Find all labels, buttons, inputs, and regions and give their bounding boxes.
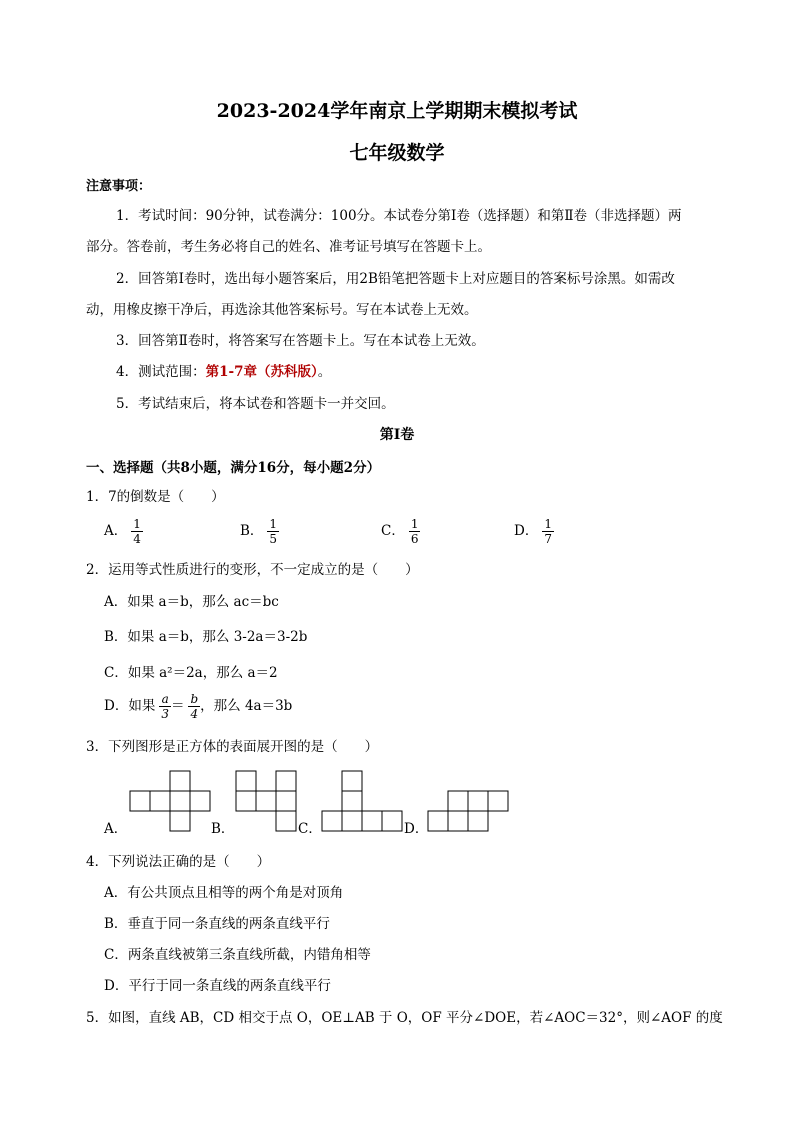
test-range: 第1-7章（苏科版） [205,364,318,380]
denominator: 3 [161,707,169,721]
net-square [488,791,508,811]
question-4-option-b: B．垂直于同一条直线的两条直线平行 [104,916,330,932]
notes-heading: 注意事项： [86,179,152,194]
net-square [130,791,150,811]
option-label: C． [381,523,405,539]
net-square [468,811,488,831]
question-2-stem: 2．运用等式性质进行的变形，不一定成立的是（ ） [86,562,419,578]
net-square [170,791,190,811]
net-square [276,771,296,791]
note-2-line-2: 动，用橡皮擦干净后，再选涂其他答案标号。写在本试卷上无效。 [86,302,478,318]
note-4-prefix: 4．测试范围： [116,364,206,380]
net-square [468,791,488,811]
net-square [428,811,448,831]
net-square [448,811,468,831]
option-text: D．如果 [104,698,156,714]
net-square [342,791,362,811]
section-heading: 一、选择题（共8小题，满分16分，每小题2分） [86,460,381,476]
option-label: D． [514,523,539,539]
net-square [276,791,296,811]
question-1-option-b [240,517,279,546]
cube-net-a-figure [128,770,214,832]
question-5-stem: 5．如图，直线 AB，CD 相交于点 O，OE⊥AB 于 O，OF 平分∠DOE，若∠AOC＝32°，则∠AOF 的度 [86,1010,723,1026]
question-3-option-c: C． [298,821,322,837]
cube-net-d-figure [426,790,512,832]
question-3-stem: 3．下列图形是正方体的表面展开图的是（ ） [86,739,379,755]
denominator: 4 [190,707,199,721]
net-square [382,811,402,831]
denominator: 6 [410,532,419,546]
net-square [170,811,190,831]
net-square [448,791,468,811]
section-title: 第Ⅰ卷 [379,427,415,443]
net-square [342,811,362,831]
denominator: 5 [269,532,278,546]
fraction [159,692,171,721]
cube-net-b-figure [234,770,300,832]
question-2-option-d [104,692,292,721]
numerator: 1 [133,517,141,531]
note-4 [116,361,331,383]
numerator: 1 [410,517,419,531]
net-square [276,811,296,831]
question-4-stem: 4．下列说法正确的是（ ） [86,854,271,870]
cube-net-c-figure [320,770,406,832]
question-3-option-d: D． [404,821,429,837]
numerator: b [190,692,199,706]
question-3-option-b: B． [211,821,235,837]
note-5: 5．考试结束后，将本试卷和答题卡一并交回。 [116,396,395,412]
option-text: ，那么 4a＝3b [200,698,293,714]
net-square [322,811,342,831]
note-1-line-1: 1．考试时间：90分钟，试卷满分：100分。本试卷分第Ⅰ卷（选择题）和第Ⅱ卷（非选择题）两 [116,208,682,224]
question-2-option-b: B．如果 a＝b，那么 3-2a＝3-2b [104,629,308,645]
option-label: B． [240,523,264,539]
net-square [256,791,276,811]
fraction [409,517,421,546]
numerator: 1 [544,517,552,531]
note-4-suffix: 。 [317,364,332,380]
question-1-option-d [514,517,554,546]
fraction [188,692,200,721]
note-2-line-1: 2．回答第Ⅰ卷时，选出每小题答案后，用2B铅笔把答题卡上对应题目的答案标号涂黑。如需改 [116,271,675,287]
net-square [236,791,256,811]
question-2-option-a: A．如果 a＝b，那么 ac＝bc [104,594,279,610]
fraction [131,517,143,546]
net-square [236,771,256,791]
exam-subtitle: 七年级数学 [349,142,445,164]
fraction [542,517,554,546]
net-square [342,771,362,791]
question-3-option-a: A． [104,821,128,837]
fraction [267,517,279,546]
question-1-option-c [381,517,420,546]
numerator: 1 [269,517,278,531]
note-1-line-2: 部分。答卷前，考生务必将自己的姓名、准考证号填写在答题卡上。 [86,239,491,255]
exam-title: 2023-2024学年南京上学期期末模拟考试 [216,100,578,122]
question-1-option-a [104,517,143,546]
net-square [190,791,210,811]
question-1-stem: 1．7的倒数是（ ） [86,489,225,505]
denominator: 7 [544,532,552,546]
denominator: 4 [133,532,141,546]
equals-sign: ＝ [170,698,185,714]
note-3: 3．回答第Ⅱ卷时，将答案写在答题卡上。写在本试卷上无效。 [116,333,485,349]
net-square [170,771,190,791]
question-4-option-a: A．有公共顶点且相等的两个角是对顶角 [104,885,344,901]
question-4-option-d: D．平行于同一条直线的两条直线平行 [104,978,331,994]
question-4-option-c: C．两条直线被第三条直线所截，内错角相等 [104,947,371,963]
question-2-option-c: C．如果 a²＝2a，那么 a＝2 [104,665,278,681]
net-square [150,791,170,811]
net-square [362,811,382,831]
numerator: a [159,692,171,707]
option-label: A． [104,523,128,539]
